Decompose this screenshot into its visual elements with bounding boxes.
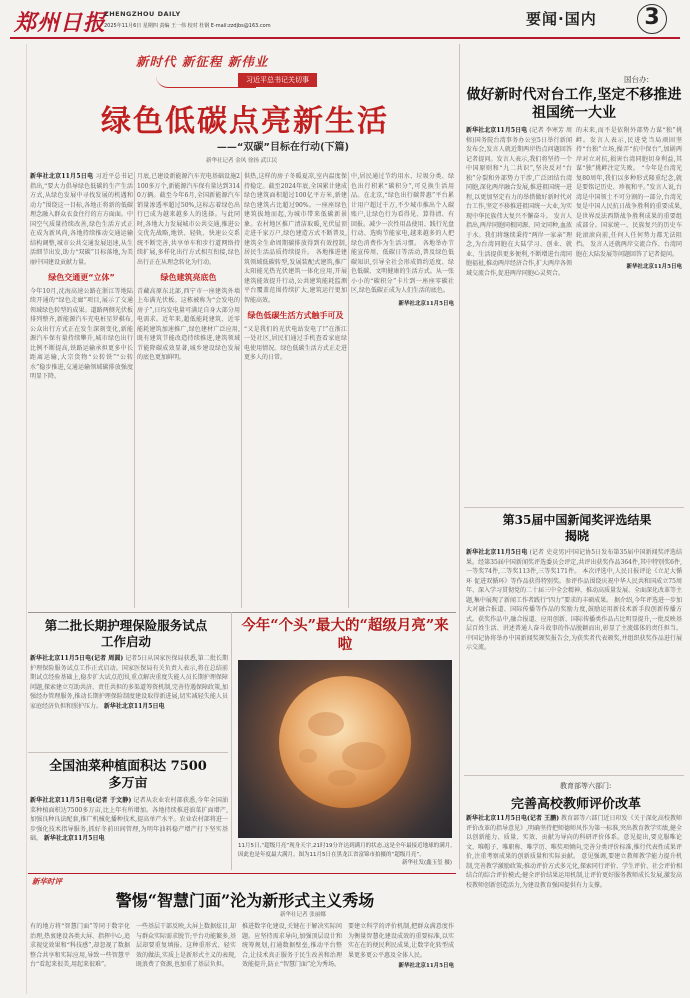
commentary-col-1: 有的地方将“智慧门面”等同于数字化治理,热衷建设各类大屏、指挥中心,追求视觉效果和“科技感”,却忽视了数据整合共享和实际应用,导致一些智慧平台“看起来很美,用起来很难”。	[30, 923, 130, 968]
masthead	[0, 0, 690, 44]
right-column-divider	[459, 44, 460, 869]
lead-col-divider-2	[241, 172, 242, 608]
lead-subhead-1: 绿色交通更“立体”	[48, 273, 115, 282]
theme-slogan: 新时代 新征程 新伟业	[136, 54, 269, 69]
lead-byline: 新华社记者 金风 徐扬 武江民	[206, 158, 278, 164]
full-moon-icon	[238, 660, 452, 838]
right-top-body-2: 的未来,而不是依附外部势力谋“独”挑衅。发言人表示,民进党当局顽固坚持“台独”立场,操弄“抗中保台”,加剧两岸对立对抗,损害台湾同胞切身利益,其谋“独”挑衅注定失败。 “今年是台湾光复80周年,我们以多种形式隆重纪念,就是要铭记历史、珍视和平。”发言人说,台湾是中国领土不可分割的一部分,台湾光复是中国人民抗日战争胜利的重要成果,是世界反法西斯战争胜利成果的重要组成部分。国家统一、民族复兴的历史车轮滚滚向前,任何人任何势力都无法阻挡。 发言人还就两岸交流合作、台湾同胞在大陆发展等问题回答了记者提问。 新华社北京11月5日电	[576, 126, 682, 504]
newspaper-logo: 郑州日报	[14, 10, 107, 36]
paper-name-en: ZHENGZHOU DAILY	[104, 10, 181, 18]
teacher-eval-headline: 完善高校教师评价改革	[510, 797, 641, 812]
page-left-edge	[26, 44, 27, 994]
lead-subhead-3: 绿色低碳生活方式触手可及	[247, 311, 344, 320]
commentary-tag: 新华时评	[32, 877, 62, 886]
moon-caption-text: 11月5日,“超级月亮”现身天宇,21时19分许达到满月的状态,这是全年最接近地球的满月,因此也是年度最大满月。图为11月5日在黑龙江省富锦市拍摄的“超级月亮”。	[238, 843, 452, 858]
commentary-end: 新华社北京11月5日电	[398, 963, 454, 969]
right-top-headline: 做好新时代对台工作,坚定不移推进祖国统一大业	[466, 87, 682, 121]
insurance-dateline: 新华社北京11月5日电(记者 周圆)	[30, 655, 124, 662]
issue-date-line: 2025年11月6日 星期四 责编 王一伟 校对 杜钢 E-mail:zzdjbs@163.com	[104, 23, 271, 29]
middle-column-divider	[231, 612, 232, 870]
insurance-bottom-rule	[28, 752, 228, 753]
insurance-body: 新华社北京11月5日电(记者 周圆) 记者5日从国家医保局获悉,第二批长期护理保险服务试点工作正式启动。国家医保局有关负责人表示,将在总结前期试点经验基础上,稳步扩大试点范围,重点解决重度失能人员长期护理保障问题,探索建立互助共济、责任共担的多渠道筹资机制,完善待遇保障政策,加强经办管理服务,推动长期护理保险制度建设取得新进展,切实减轻失能人员家庭经济负担和照护压力。 新华社北京11月5日电	[30, 655, 228, 710]
teacher-eval-dateline: 新华社北京11月5日电(记者 王鹏)	[466, 815, 560, 822]
canola-dateline: 新华社北京11月5日电(记者 于文静)	[30, 797, 132, 804]
right-mid-bottom-rule	[464, 775, 684, 776]
commentary-byline: 新华社记者 张丽娜	[280, 912, 326, 918]
commentary-col-3: 推进数字化建设,关键在于解决实际问题。应坚持需求导向,加强顶层设计和统筹规划,打通数据壁垒,推动平台整合,让技术真正服务于民生改善和治理效能提升,防止“智慧门面”沦为秀场。	[242, 923, 342, 968]
moon-headline	[236, 616, 454, 654]
moon-photo-credit: 新华社发(鑫玉玺 摄)	[401, 860, 452, 866]
insurance-end: 新华社北京11月5日电	[103, 702, 165, 710]
news-award-dateline: 新华社北京11月5日电	[466, 549, 528, 556]
lead-subtitle: ——“双碳”目标在行动(下篇)	[216, 142, 350, 153]
canola-headline: 全国油菜种植面积达 7500 多万亩	[49, 759, 207, 791]
right-top-end: 新华社北京11月5日电	[626, 264, 682, 270]
right-top-kicker: 国台办:	[624, 75, 650, 84]
insurance-headline: 第二批长期护理保险服务试点工作启动	[44, 618, 208, 649]
news-award-body: 新华社北京11月5日电 (记者 史竞男)中国记协5日发布第35届中国新闻奖评选结果。经第35届中国新闻奖评选委员会评定,共评出获奖作品364件,其中特别奖6件,一等奖74件,二等奖113件,三等奖171件。 本次评选中,人民日报评论《立足大循环 促进双循环》等作品获得特别奖。参评作品围绕庆祝中华人民共和国成立75周年、深入学习贯彻党的二十届三中全会精神、推动高质量发展、全面深化改革等主题,集中展现了新闻工作者践行“四力”要求的丰硕成果。 据介绍,今年评选进一步加大对融合报道、国际传播等作品的奖励力度,鼓励运用新技术新手段创新传播方式。获奖作品中,融合报道、应用创新、国际传播类作品占比明显提升,一批反映基层百姓生活、讲述普通人奋斗故事的作品脱颖而出,彰显了主流媒体的责任担当。 中国记协将举办中国新闻奖颁奖报告会,为获奖者代表颁奖,并组织获奖作品进行展示交流。	[466, 549, 682, 651]
lead-bottom-rule	[28, 612, 456, 613]
commentary-col-4: 要建立科学的评价机制,把群众满意度作为衡量智慧化建设成效的重要标准,以实实在在的便民利民成果,让数字化转型成果更多更公平惠及全体人民。 新华社北京11月5日电	[348, 922, 454, 992]
commentary-col-2: 一些基层干部反映,大屏上数据炫目,却与群众实际需求脱节;平台功能繁多,基层却要重复填报。这种重形式、轻实效的做法,实质上是新形式主义的表现,既浪费了资源,也加重了基层负担。	[136, 923, 236, 968]
lead-end-dateline: 新华社北京11月5日电	[398, 300, 454, 307]
commentary-top-rule	[28, 873, 456, 874]
canola-body: 新华社北京11月5日电(记者 于文静) 记者从农业农村部获悉,今年全国油菜种植面积达7500多万亩,比上年有所增加。各地持续推进油菜扩面增产,加强良种良法配套,推广机械化播种技术,提高单产水平。农业农村部将进一步强化技术指导服务,抓好冬前田间管理,为明年油料稳产增产打下坚实基础。 新华社北京11月5日电	[30, 797, 228, 842]
lead-col-divider-3	[348, 172, 349, 608]
page-number-value: 3	[644, 5, 660, 30]
news-award-headline: 第35届中国新闻奖评选结果揭晓	[502, 513, 652, 543]
right-top-body-1: 新华社北京11月5日电 (记者 李寒芳 周榕)国务院台湾事务办公室5日举行新闻发布会,发言人就近期两岸热点问题回答记者提问。发言人表示,我们将坚持一个中国原则和“九二共识”,坚决反对“台独”分裂和外部势力干涉,广泛团结台湾同胞,深化两岸融合发展,推进祖国统一进程,以更加坚定有力的举措做好新时代对台工作,坚定不移推进祖国统一大业,为实现中华民族伟大复兴不懈奋斗。 发言人指出,两岸同胞同根同源、同文同种,血浓于水。我们将继续秉持“两岸一家亲”理念,为台湾同胞在大陆学习、创业、就业、生活提供更多便利,不断增进台湾同胞福祉,推动两岸经济合作,扩大两岸各领域交流合作,促进两岸同胞心灵契合。	[466, 127, 572, 277]
lead-col-3: 供热,这样的房子冬暖夏凉,室内温度保持稳定。截至2024年底,全国累计建成绿色建筑面积超过100亿平方米,新建绿色建筑占比超过90%。一座座绿色建筑拔地而起,为城市带来低碳新景象。农村地区推广清洁取暖,光伏屋顶走进千家万户,绿色建造方式不断普及,建筑全生命周期碳排放得到有效控制,居民生活品质持续提升。 各地推进建筑领域低碳转型,发展装配式建筑,推广太阳能光热光伏建筑一体化应用,开展建筑能效提升行动,公共建筑能耗监测平台覆盖范围持续扩大,建筑运行更加智能高效。 绿色低碳生活方式触手可及 “又是我们的光伏电站发电了!”在浙江一处社区,居民们通过手机查看家庭绿电使用情况。绿色低碳生活方式正走进更多人的日常。	[244, 173, 347, 361]
teacher-eval-kicker: 教育部等六部门:	[560, 782, 612, 790]
right-top-dateline: 新华社北京11月5日电	[466, 127, 528, 134]
lead-col-1: 新华社北京11月5日电 习近平总书记指出,“要大力倡导绿色低碳的生产生活方式,从绿色发展中寻找发展的机遇和动力”围绕这一目标,各地正将新的低碳理念融入群众衣食住行的方方面面。中国空气质量持续改善,绿色生活方式正在成为新风尚,各地持续推动交通运输结构调整,城市公共交通发展迅速,从生活细节出发,助力“双碳”目标落地,为美丽中国建设贡献力量。 绿色交通更“立体” 今年10月,沈海高速公路在浙江等地陆续开通的“绿色走廊”项目,展示了交通领域绿色转型的成果。道路两侧光伏板排列整齐,新能源汽车充电桩星罗棋布,公众出行方式正在发生深刻变化,新能源汽车保有量持续攀升,城市绿色出行比例不断提高,铁路运输承担更多中长距离运输,大宗货物“公转铁”“公转水”稳步推进,交通运输领域碳排放强度明显下降。	[30, 173, 133, 380]
lead-headline: 绿色低碳点亮新生活	[101, 104, 389, 139]
lead-subhead-2: 绿色建筑亮底色	[160, 273, 217, 282]
lead-col-2: 月底,已建设新能源汽车充电基础设施2100多万个,新能源汽车保有量达到3140万辆。截至今年6月,全国新能源汽车销量渗透率超过50%,这标志着绿色出行已成为越来越多人的选择。与此同时,各地大力发展城市公共交通,推进公交优先战略,地铁、轻轨、快速公交系统不断完善,共享单车和步行道网络持续扩展,多样化出行方式相互衔接,绿色出行正在从理念转化为行动。 绿色建筑亮底色 青藏高原东北部,西宁市一座建筑外墙上布满光伏板。这栋被称为“会发电的房子”,日均发电量可满足自身大部分用电需求。近年来,超低能耗建筑、近零能耗建筑加速推广,绿色建材广泛应用,既有建筑节能改造持续推进,建筑领域节能降碳成效显著,城乡建设绿色发展的底色更加鲜明。	[137, 173, 240, 361]
theme-tag: 习近平总书记关切事	[238, 73, 317, 87]
lead-dateline: 新华社北京11月5日电	[30, 173, 94, 180]
masthead-rule	[10, 37, 680, 39]
moon-photo	[238, 660, 452, 838]
commentary-headline: 警惕“智慧门面”沦为新形式主义秀场	[115, 891, 375, 910]
moon-caption	[238, 842, 452, 868]
lead-col-4: 中,居民通过节约用水、垃圾分类、绿色出行积累“碳积分”,可兑换生活用品。在北京,“绿色出行碳普惠”平台累计用户超过千万,不少城市推出个人碳账户,让绿色行为看得见、算得清、有回报。减少一次性用品使用、践行光盘行动、选购节能家电,越来越多的人把绿色消费作为生活习惯。 各地举办节能宣传周、低碳日等活动,普及绿色低碳知识,引导全社会形成简约适度、绿色低碳、文明健康的生活方式。从一张小小的“碳积分”卡片到一座座零碳社区,绿色低碳正成为人们生活的底色。 新华社北京11月5日电	[351, 172, 454, 608]
right-top-bottom-rule	[464, 507, 684, 508]
teacher-eval-body: 新华社北京11月5日电(记者 王鹏) 教育部等六部门近日印发《关于深化高校教师评价改革的指导意见》,明确坚持把师德师风作为第一标准,突出教育教学实绩,健全以创新能力、质量、实效、贡献为导向的科研评价体系。意见提出,要克服唯论文、唯帽子、唯职称、唯学历、唯奖项倾向,完善分类评价标准,推行代表性成果评价,注重考察成果的创新质量和实际贡献。 意见强调,要建立教师教学能力提升机制,完善教学激励政策;推动评价方式多元化,探索同行评价、学生评价、社会评价相结合的综合评价模式;健全评价结果运用机制,让评价更好服务教师成长发展,激发高校教师创新创造活力,为建设教育强国提供有力支撑。	[466, 815, 682, 889]
banner-ribbon-left	[156, 76, 256, 88]
canola-end: 新华社北京11月5日电	[43, 835, 105, 842]
page-number	[637, 4, 667, 34]
section-name: 要闻·国内	[526, 10, 597, 28]
moon-headline-text: 今年“个头”最大的“超级月亮”来啦	[241, 617, 449, 653]
lead-col-divider-1	[134, 172, 135, 608]
